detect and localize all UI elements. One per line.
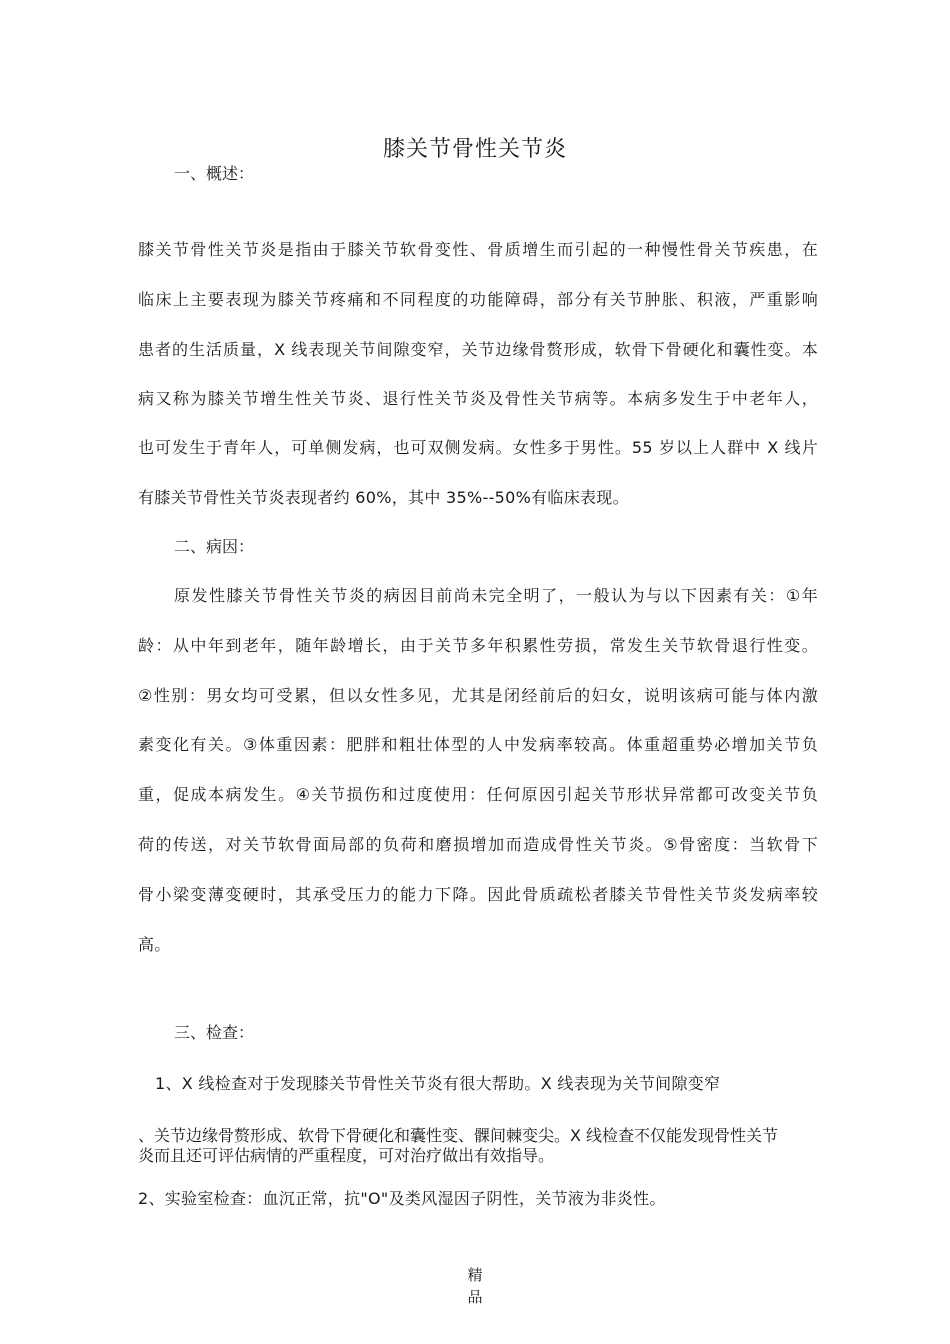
exam-item-lab: 2、实验室检查：血沉正常，抗"O"及类风湿因子阴性，关节液为非炎性。 (138, 1189, 666, 1208)
exam-item-xray: 1、X 线检查对于发现膝关节骨性关节炎有很大帮助。X 线表现为关节间隙变窄 (155, 1074, 721, 1093)
causes-line: 素变化有关。③体重因素：肥胖和粗壮体型的人中发病率较高。体重超重势必增加关节负 (138, 735, 818, 754)
causes-line: 荷的传送，对关节软骨面局部的负荷和磨损增加而造成骨性关节炎。⑤骨密度：当软骨下 (138, 835, 818, 854)
overview-line: 也可发生于青年人，可单侧发病，也可双侧发病。女性多于男性。55 岁以上人群中 X 线片 (138, 438, 818, 457)
overview-line: 临床上主要表现为膝关节疼痛和不同程度的功能障碍，部分有关节肿胀、积液，严重影响 (138, 290, 818, 309)
section-heading-causes: 二、病因： (174, 537, 255, 556)
overview-line: 患者的生活质量，X 线表现关节间隙变窄，关节边缘骨赘形成，软骨下骨硬化和囊性变。本 (138, 340, 818, 359)
footer-char: 品 (467, 1288, 483, 1306)
section-heading-examination: 三、检查： (174, 1023, 255, 1042)
overview-line: 病又称为膝关节增生性关节炎、退行性关节炎及骨性关节病等。本病多发生于中老年人， (138, 389, 818, 408)
exam-item-xray-cont: 炎而且还可评估病情的严重程度，可对治疗做出有效指导。 (138, 1146, 555, 1165)
overview-line: 有膝关节骨性关节炎表现者约 60%，其中 35%--50%有临床表现。 (138, 488, 629, 507)
causes-line: 重，促成本病发生。④关节损伤和过度使用：任何原因引起关节形状异常都可改变关节负 (138, 785, 818, 804)
causes-line: 原发性膝关节骨性关节炎的病因目前尚未完全明了，一般认为与以下因素有关：①年 (174, 586, 818, 605)
causes-line: 高。 (138, 935, 171, 954)
causes-line: 龄：从中年到老年，随年龄增长，由于关节多年积累性劳损，常发生关节软骨退行性变。 (138, 636, 818, 655)
footer-char: 精 (467, 1266, 483, 1284)
overview-line: 膝关节骨性关节炎是指由于膝关节软骨变性、骨质增生而引起的一种慢性骨关节疾患，在 (138, 240, 818, 259)
document-title: 膝关节骨性关节炎 (382, 137, 567, 162)
section-heading-overview: 一、概述： (174, 164, 255, 183)
page-footer (0, 1264, 950, 1308)
exam-item-xray-cont: 、关节边缘骨赘形成、软骨下骨硬化和囊性变、髁间棘变尖。X 线检查不仅能发现骨性关节 (138, 1126, 779, 1145)
causes-line: ②性别：男女均可受累，但以女性多见，尤其是闭经前后的妇女，说明该病可能与体内激 (138, 686, 818, 705)
causes-line: 骨小梁变薄变硬时，其承受压力的能力下降。因此骨质疏松者膝关节骨性关节炎发病率较 (138, 885, 818, 904)
